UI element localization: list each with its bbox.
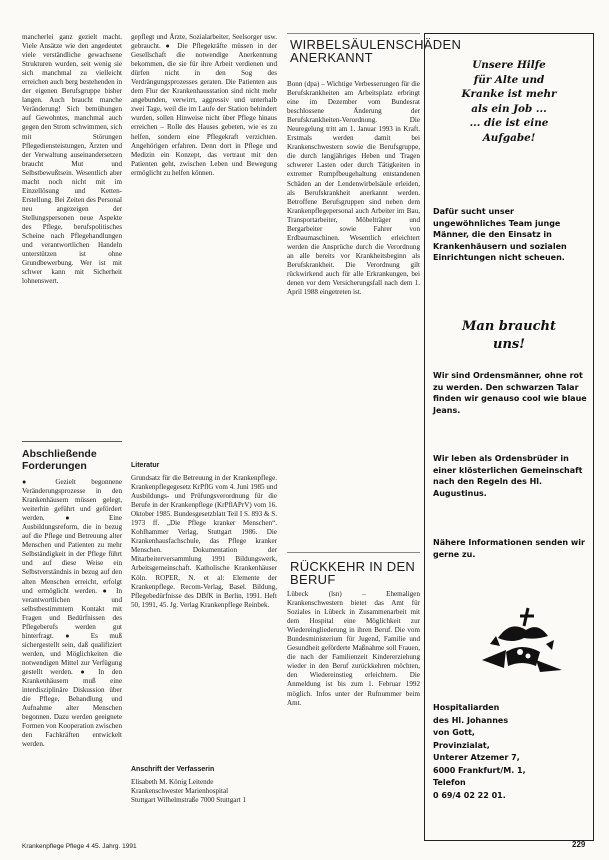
article-text: gepflegt und Ärzte, Sozialarbeiter, Seelsorger usw. gebraucht. ● Die Pflegekräfte müssen in der Gesellschaft die notwendige Anerkennung bekommen, die sie für ihre Arbeit verdienen und dürfen nicht in den Sog des Verdrängungsprozesses geraten. Die Patienten aus dem Flur der Krankenhausstation sind nicht mehr angebunden, verwirrt, aggressiv und unterhalb zwei Tage, weil die im Laufe der Station behindert wurden, sollen Hinweise nicht über Pflege hinaus erreichen – Rolle des Hauses gebeten, wie es zu helfen, sondern eine Pflegekraft verzichten. Angehörigen erfahren. Denn dort in Pflege und Medizin ein Konzept, das vertraut mit den Patienten geht, zwischen Leben und Bewegung ermöglicht zu helfen können. — [131, 33, 277, 177]
address-line: Hospitaliarden — [433, 703, 500, 712]
column-left-top — [22, 33, 122, 286]
address-line: Provinzialat, — [433, 740, 490, 750]
order-emblem-icon — [476, 600, 568, 680]
news-text: Bonn (dpa) – Wichtige Verbesserungen für die Berufskrankheiten am Arbeitsplatz erbringt eine im Dezember vom Bundesrat beschlossene Änderung der Berufskrankheiten-Verordnung. Die Neuregelung tritt am 1. Januar 1993 in Kraft. Erstmals werden damit bei Krankenschwestern sowie die Berufsgruppe, die durch langjähriges Heben und Tragen schwerer Lasten oder durch Tätigkeiten in extremer Rumpfbeugehaltung entstandenen Schäden an der Lendenwirbelsäule erleiden, als Berufskrankheit anerkannt werden. Betroffene Berufsgruppen sind neben dem Krankenpflegepersonal auch Arbeiter im Bau, Transportarbeiter, Möbelträger und Bergarbeiter sowie Fahrer von Erdbaumaschinen. Wesentlich erleichtert werden die Ansprüche durch die Verordnung an alle bereits vor Krankheitsbeginn als Berufskrankheit. Die Verordnung gilt rückwirkend auch für alle Erkrankungen, bei denen vor dem Versicherungsfall nach dem 1. April 1988 eingetreten ist. — [287, 80, 420, 297]
ad-headline-line: als ein Job ... — [471, 102, 547, 115]
ad-slogan-line: uns! — [493, 337, 525, 352]
ad-headline-line: Aufgabe! — [482, 131, 536, 144]
ad-slogan-line: Man braucht — [462, 319, 556, 334]
section-heading-forderungen: Abschließende Forderungen — [22, 448, 97, 472]
headline-wirbelsaeule: WIRBELSÄULENSCHÄDEN ANERKANNT — [290, 37, 462, 65]
article-text: mancherlei ganz gezielt macht. Viele Ansätze wie den angedeutet viele verständliche gewachsene Strukturen wurden, seit wenig sie sich manchmal zu vielleicht erreichen auch berg bestehenden in der eigenen Berufsgruppe bisher langen. Auch braucht manche Veränderung! Sich bemühungen auf Gewohntes, manchmal auch gegen den Strom schwimmen, sich mit Störungen Pflegediensteistungen, Ärzten und der Verwaltung auseinandersetzen braucht Mut und Selbstbewußtsein. Wesentlich aber macht noch nicht mit im Einzellösung und Ketten-Erstellung. Bei Zeiten des Personal neu angezeigen der Stellungspersonen neue Aspekte des Pflege, berufspolitisches Scheine nach Pflegehandlungen und verantwortlichen Handeln unterstützen ist ohne Grundbewerbung. Wer ist mit schwer kann mit Sicherheit lohnenswert. — [22, 33, 122, 286]
ad-address — [433, 702, 587, 802]
author-text: Elisabeth M. König Leitende Krankenschwester Marienhospital Stuttgart Wilhelmstraße 7000 Stuttgart 1 — [131, 778, 247, 805]
address-line: Unterer Atzemer 7, — [433, 753, 520, 762]
ad-slogan — [428, 318, 590, 354]
footer-journal: Krankenpflege Pflege 4 45. Jahrg. 1991 — [22, 843, 137, 850]
column-divider — [22, 441, 122, 442]
address-line: 0 69/4 02 22 01. — [433, 790, 506, 800]
ad-headline-line: ... die ist eine — [469, 117, 549, 130]
address-line: Telefon — [433, 778, 466, 787]
ad-headline-line: Kranke ist mehr — [461, 88, 557, 101]
ad-headline — [428, 58, 590, 146]
author-address — [131, 778, 251, 828]
column-middle-top — [131, 33, 277, 433]
address-line: 6000 Frankfurt/M. 1, — [433, 765, 526, 775]
column-right-bottom — [287, 590, 420, 830]
author-heading: Anschrift der Verfasserin — [131, 766, 215, 773]
column-right-top — [287, 80, 420, 542]
news-text: Lübeck (lsn) – Ehemaligen Krankenschwestern bietet das Amt für Soziales in Lübeck in Zusammenarbeit mit dem Hospital eine Möglichkeit zur Wiedereingliederung in ihren Beruf. Die vom Bundesministerium für Jugend, Familie und Gesundheit geförderte Maßnahme soll Frauen, die nach der Familienzeit Kindererziehung wieder in den Beruf zurückkehren möchten, den Wiedereinstieg erleichtern. Die Anmeldung ist bis zum 1. Februar 1992 möglich. Infos unter der Rufnummer beim Amt. — [287, 590, 420, 707]
column-divider — [287, 552, 420, 553]
literature-text: Grundsatz für die Betreuung in der Krankenpflege. Krankenpflegegesetz KrPflG vom 4. Juni 1985 und Ausbildungs- und Prüfungsverordnung für die Berufe in der Krankenpflege (KrPflAPrV) vom 16. Oktober 1985. Bundesgesetzblatt Teil I S. 893 & S. 1973 ff. „Die Pflege kranker Menschen“. Kohlhammer Verlag, Stuttgart 1986. Die Krankenhausfachschule, das Pflege kranker Menschen. Dokumentation der Mitarbeiterversammlung 1991 Bildungswerk, Arbeitsgemeinschaft. Katholische Krankenhäuser Köln. ROPER, N. et al: Elemente der Krankenpflege. Recom-Verlag, Basel. Bildung, Pflegebedürfnisse des DBfK in Berlin, 1991. Heft 50, 1991, 45. Jg. Verlag Krankenpflege Reinbek. — [131, 474, 277, 609]
ad-headline-line: Unsere Hilfe — [472, 59, 546, 71]
ad-paragraph-team: Dafür sucht unser ungewöhnliches Team junge Männer, die den Einsatz in Krankenhäusern und sozialen Einrichtungen nicht scheuen. — [433, 207, 567, 263]
ad-headline-line: für Alte und — [473, 73, 545, 86]
ad-paragraph-gemeinschaft: Wir leben als Ordensbrüder in einer klösterlichen Gemeinschaft nach den Regeln des Hl. Augustinus. — [433, 454, 583, 498]
literature-heading: Literatur — [131, 462, 160, 469]
literature-list — [131, 474, 277, 704]
address-line: von Gott, — [433, 728, 475, 737]
forderungen-text: ● Gezielt begonnene Veränderungsprozesse in den Krankenhäusern müssen gelegt, weiterhin geführt und gefördert werden. ● Eine Ausbildungsreform, die in bezug auf die Pflege und Betreuung alter Menschen und Patienten zu mehr Selbständigkeit in der Pflege führt und auf diese Weise ein Selbstverständnis in bezug auf den alten Menschen erreicht, erfolgt und ermöglicht werden. ● In verantwortlichen und selbstbestimmtem Kontakt mit Fragen und Bedürfnissen des Pflegeberufs werden gut hinterfragt. ● Es muß sichergestellt sein, daß qualifiziert werden, und Möglichkeiten die notwendigen Mittel zur Verfügung gestellt werden. ● In den Krankenhäusern muß eine interdisziplinäre Diskussion über die Pflege, Behandlung und Aufnahme alter Menschen begonnen. Dazu werden geeignete Formen von Kooperation zwischen den Fachkräften entwickelt werden. — [22, 478, 122, 749]
headline-rueckkehr: RÜCKKEHR IN DEN BERUF — [290, 559, 416, 587]
page-number: 229 — [572, 840, 586, 849]
ad-paragraph-info: Nähere Informationen senden wir gerne zu. — [433, 538, 585, 559]
ad-paragraph-orden: Wir sind Ordensmänner, ohne rot zu werden. Den schwarzen Talar finden wir genauso cool wie blaue Jeans. — [433, 371, 587, 415]
column-top-rule — [287, 33, 420, 34]
address-line: des Hl. Johannes — [433, 715, 509, 725]
column-left-bottom — [22, 478, 122, 833]
